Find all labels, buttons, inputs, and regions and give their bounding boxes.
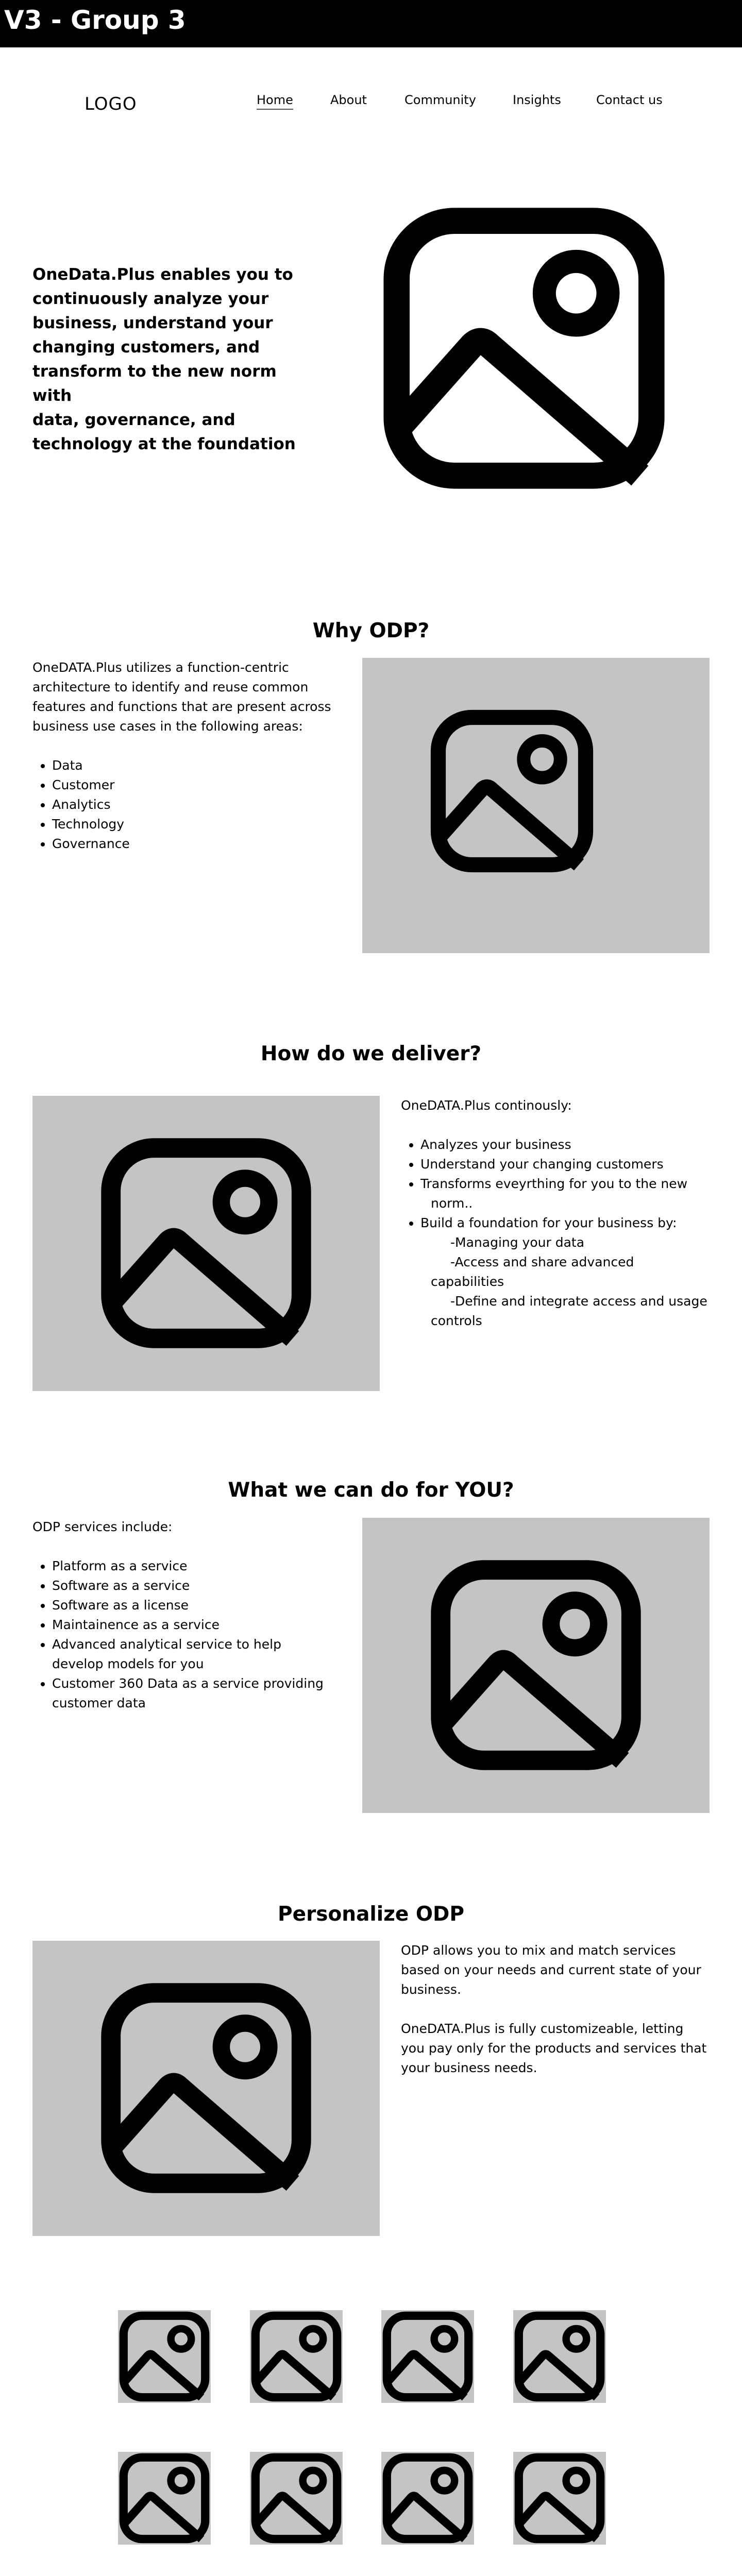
image-placeholder-icon: [513, 2452, 606, 2545]
sub-item: -Define and integrate access and usage: [450, 1294, 707, 1309]
image-placeholder-icon: [118, 2310, 211, 2403]
thumbnail-6[interactable]: [250, 2452, 343, 2545]
top-banner: [0, 0, 742, 47]
list-item: • Data: [52, 756, 352, 775]
image-placeholder-icon: [513, 2310, 606, 2403]
hero-line: changing customers, and: [32, 338, 260, 357]
hero-line: transform to the new norm with: [32, 362, 277, 405]
image-placeholder-icon: [98, 1135, 314, 1351]
thumbnail-1[interactable]: [118, 2310, 211, 2403]
sub-item-continuation: capabilities: [431, 1274, 504, 1289]
hero-line: OneData.Plus enables you to: [32, 265, 293, 284]
image-placeholder-icon: [379, 204, 669, 493]
sub-item-continuation: controls: [431, 1313, 482, 1328]
list-item: • Advanced analytical service to help: [52, 1635, 352, 1654]
list-item: • Software as a license: [52, 1596, 352, 1615]
personalize-text: [401, 1941, 710, 2078]
image-placeholder-icon: [118, 2452, 211, 2545]
list-item-continuation: develop models for you: [52, 1656, 204, 1671]
nav-insights[interactable]: Insights: [513, 93, 561, 107]
sub-item: -Managing your data: [450, 1235, 585, 1250]
deliver-title: How do we deliver?: [260, 1042, 482, 1065]
list-item: • Analyzes your business: [420, 1135, 710, 1155]
list-item: • Technology: [52, 815, 352, 834]
list-item: • Analytics: [52, 795, 352, 815]
services-title: What we can do for YOU?: [228, 1479, 514, 1502]
para-line: ODP allows you to mix and match services: [401, 1943, 676, 1958]
thumbnail-7[interactable]: [381, 2452, 474, 2545]
list-item: • Customer 360 Data as a service providing: [52, 1674, 352, 1693]
nav-community[interactable]: Community: [404, 93, 476, 107]
why-intro-line: business use cases in the following areas:: [32, 719, 303, 734]
logo[interactable]: LOGO: [85, 94, 137, 114]
nav-home[interactable]: Home: [257, 93, 293, 110]
personalize-image: [32, 1941, 380, 2236]
nav-contact-us[interactable]: Contact us: [596, 93, 663, 107]
thumbnail-3[interactable]: [381, 2310, 474, 2403]
list-item: • Understand your changing customers: [420, 1155, 710, 1174]
why-text: [32, 658, 352, 854]
hero-line: continuously analyze your: [32, 290, 269, 308]
deliver-intro: OneDATA.Plus continously:: [401, 1098, 572, 1113]
personalize-title: Personalize ODP: [278, 1903, 464, 1926]
list-item: • Maintainence as a service: [52, 1615, 352, 1635]
hero-line: business, understand your: [32, 314, 273, 332]
para-line: based on your needs and current state of your: [401, 1962, 701, 1977]
thumbnail-4[interactable]: [513, 2310, 606, 2403]
why-image: [362, 658, 710, 953]
thumbnail-8[interactable]: [513, 2452, 606, 2545]
list-item: • Governance: [52, 834, 352, 854]
why-intro-line: features and functions that are present across: [32, 699, 331, 714]
deliver-text: [401, 1096, 710, 1331]
list-item-continuation: customer data: [52, 1696, 146, 1710]
para-line: OneDATA.Plus is fully customizeable, letting: [401, 2021, 684, 2036]
services-text: [32, 1517, 352, 1713]
hero-text: [32, 263, 311, 456]
image-placeholder-icon: [428, 1557, 644, 1773]
list-item: • Customer: [52, 775, 352, 795]
hero-image: [379, 204, 669, 493]
image-placeholder-icon: [250, 2310, 343, 2403]
banner-title: V3 - Group 3: [4, 5, 186, 35]
hero-line: data, governance, and: [32, 411, 235, 429]
para-line: your business needs.: [401, 2060, 537, 2075]
list-item: • Build a foundation for your business by:: [420, 1213, 710, 1233]
nav-about[interactable]: About: [330, 93, 367, 107]
why-intro-line: architecture to identify and reuse common: [32, 680, 309, 694]
why-intro-line: OneDATA.Plus utilizes a function-centric: [32, 660, 289, 675]
image-placeholder-icon: [428, 707, 596, 875]
image-placeholder-icon: [250, 2452, 343, 2545]
list-item: • Software as a service: [52, 1576, 352, 1596]
image-placeholder-icon: [381, 2452, 474, 2545]
services-image: [362, 1518, 710, 1813]
image-placeholder-icon: [381, 2310, 474, 2403]
para-line: you pay only for the products and services that: [401, 2041, 707, 2056]
list-item: • Transforms eveyrthing for you to the new: [420, 1174, 710, 1194]
para-line: business.: [401, 1982, 461, 1997]
thumbnail-5[interactable]: [118, 2452, 211, 2545]
sub-item: -Access and share advanced: [450, 1255, 634, 1269]
hero-line: technology at the foundation: [32, 435, 296, 453]
list-item: • Platform as a service: [52, 1556, 352, 1576]
deliver-image: [32, 1096, 380, 1391]
thumbnail-2[interactable]: [250, 2310, 343, 2403]
list-item-continuation: norm..: [431, 1196, 473, 1211]
services-intro: ODP services include:: [32, 1519, 173, 1534]
why-title: Why ODP?: [312, 619, 430, 642]
image-placeholder-icon: [98, 1980, 314, 2196]
